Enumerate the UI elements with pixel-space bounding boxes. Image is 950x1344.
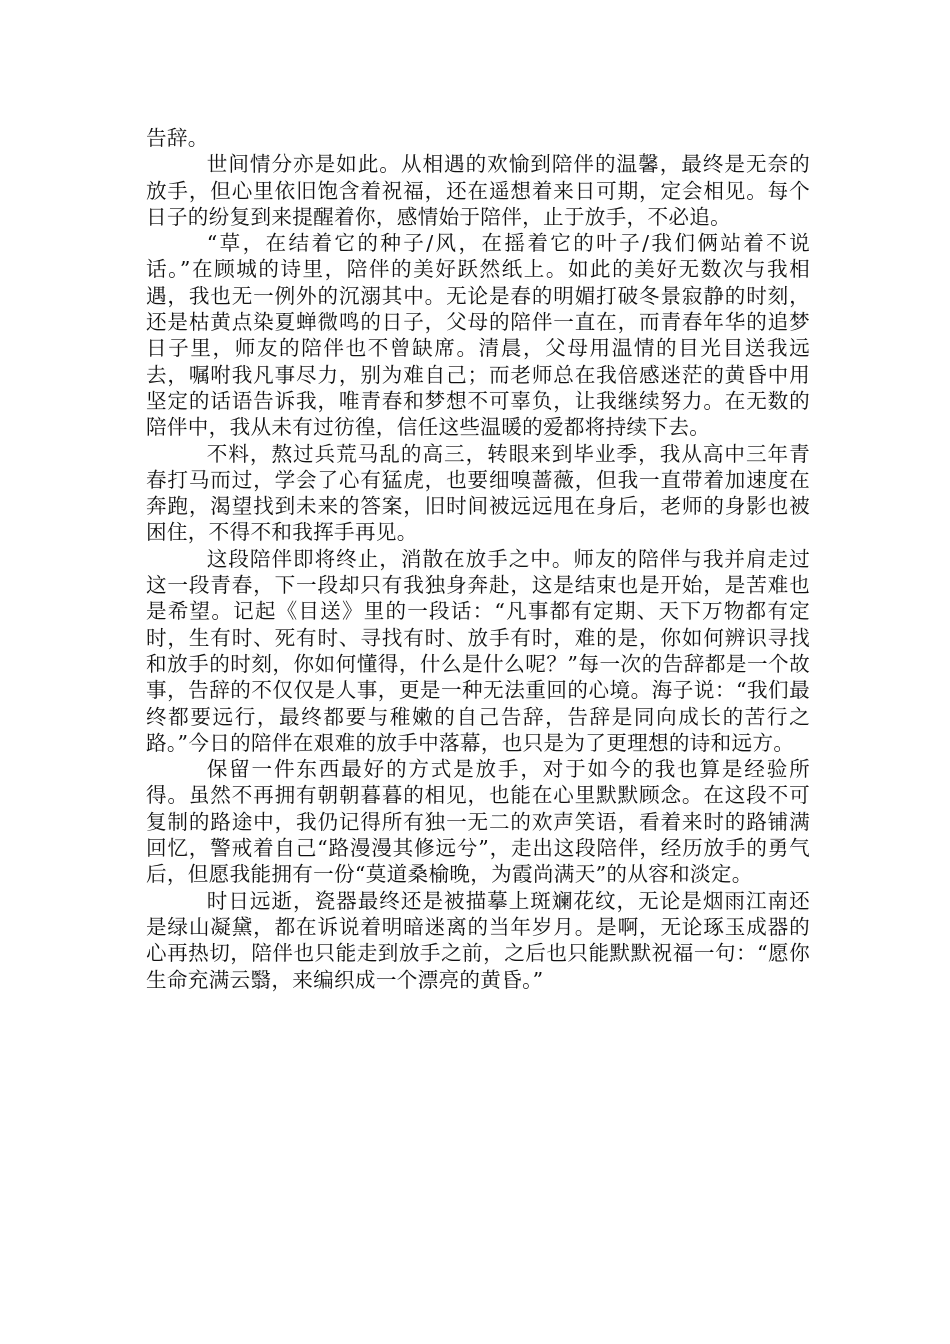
paragraph-continuation: 告辞。: [146, 126, 209, 150]
paragraph-2: “草，在结着它的种子/风，在摇着它的叶子/我们俩站着不说话。”在顾城的诗里，陪伴的美好跃然纸上。如此的美好无数次与我相遇，我也无一例外的沉溺其中。无论是春的明媚打破冬景寂静的时刻，还是枯黄点染夏蝉微鸣的日子，父母的陪伴一直在，而青春年华的追梦日子里，师友的陪伴也不曾缺席。清晨，父母用温情的目光目送我远去，嘱咐我凡事尽力，别为难自己；而老师总在我倍感迷茫的黄昏中用坚定的话语告诉我，唯青春和梦想不可辜负，让我继续努力。在无数的陪伴中，我从未有过彷徨，信任这些温暖的爱都将持续下去。: [146, 231, 810, 440]
paragraph-1: 世间情分亦是如此。从相遇的欢愉到陪伴的温馨，最终是无奈的放手，但心里依旧饱含着祝福，还在遥想着来日可期，定会相见。每个日子的纷复到来提醒着你，感情始于陪伴，止于放手，不必追。: [146, 152, 810, 229]
essay-body: [146, 125, 810, 993]
paragraph-5: 保留一件东西最好的方式是放手，对于如今的我也算是经验所得。虽然不再拥有朝朝暮暮的相见，也能在心里默默顾念。在这段不可复制的路途中，我仍记得所有独一无二的欢声笑语，看着来时的路铺满回忆，警戒着自己“路漫漫其修远兮”，走出这段陪伴，经历放手的勇气后，但愿我能拥有一份“莫道桑榆晚，为霞尚满天”的从容和淡定。: [146, 757, 810, 887]
paragraph-6: 时日远逝，瓷器最终还是被描摹上斑斓花纹，无论是烟雨江南还是绿山凝黛，都在诉说着明暗迷离的当年岁月。是啊，无论琢玉成器的心再热切，陪伴也只能走到放手之前，之后也只能默默祝福一句：“愿你生命充满云翳，来编织成一个漂亮的黄昏。”: [146, 888, 810, 992]
paragraph-4: 这段陪伴即将终止，消散在放手之中。师友的陪伴与我并肩走过这一段青春，下一段却只有我独身奔赴，这是结束也是开始，是苦难也是希望。记起《目送》里的一段话：“凡事都有定期、天下万物都有定时，生有时、死有时、寻找有时、放手有时，难的是，你如何辨识寻找和放手的时刻，你如何懂得，什么是什么呢？”每一次的告辞都是一个故事，告辞的不仅仅是人事，更是一种无法重回的心境。海子说：“我们最终都要远行，最终都要与稚嫩的自己告辞，告辞是同向成长的苦行之路。”今日的陪伴在艰难的放手中落幕，也只是为了更理想的诗和远方。: [146, 546, 810, 755]
paragraph-3: 不料，熬过兵荒马乱的高三，转眼来到毕业季，我从高中三年青春打马而过，学会了心有猛虎，也要细嗅蔷薇，但我一直带着加速度在奔跑，渴望找到未来的答案，旧时间被远远甩在身后，老师的身影也被困住，不得不和我挥手再见。: [146, 441, 810, 545]
